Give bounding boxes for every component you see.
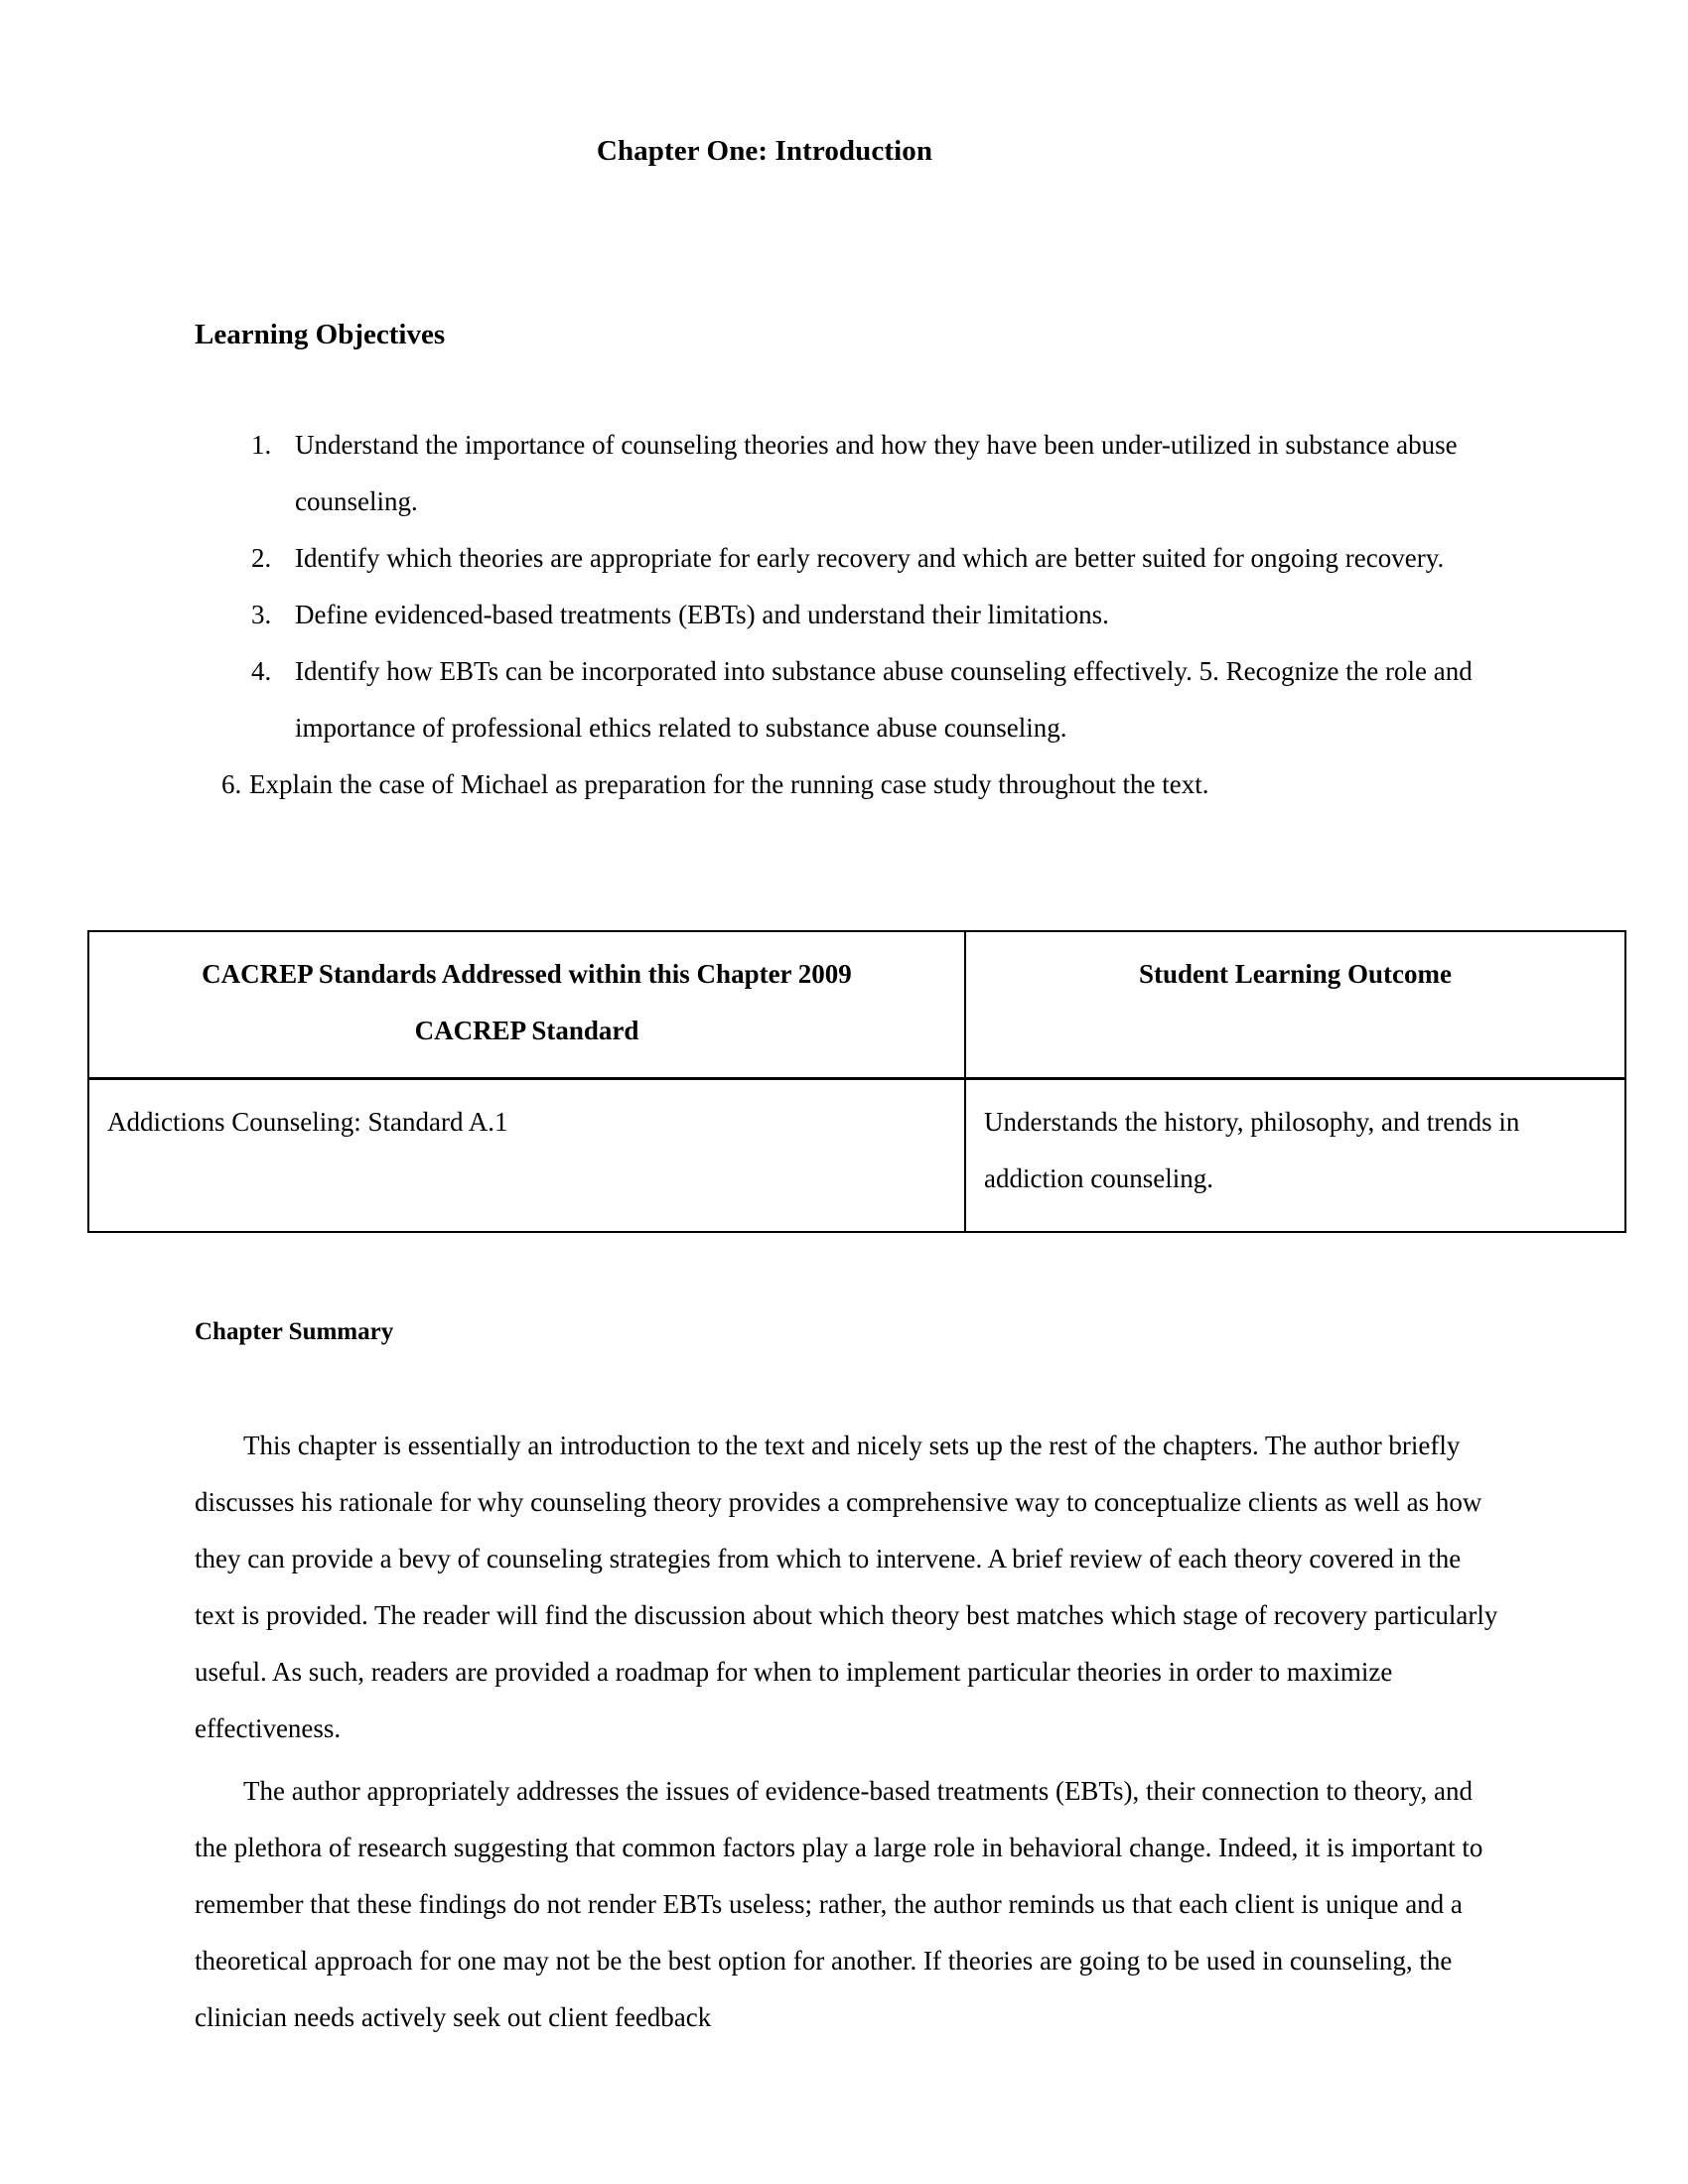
chapter-summary-heading: Chapter Summary xyxy=(195,1318,394,1345)
table-header-standard-line1: CACREP Standards Addressed within this Chapter 2009 xyxy=(202,959,852,989)
list-item xyxy=(251,530,1491,587)
list-item-text: Explain the case of Michael as preparation for the running case study throughout the text. xyxy=(249,769,1209,799)
paragraph: This chapter is essentially an introduction to the text and nicely sets up the rest of the chapters. The author briefly discusses his rationale for why counseling theory provides a comprehensive way to conceptualize clients as well as how they can provide a bevy of counseling strategies from which to intervene. A brief review of each theory covered in the text is provided. The reader will find the discussion about which theory best matches which stage of recovery particularly useful. As such, readers are provided a roadmap for when to implement particular theories in order to maximize effectiveness. xyxy=(195,1431,1498,1743)
page-title: Chapter One: Introduction xyxy=(596,135,933,167)
list-item-marker: 4. xyxy=(251,656,272,686)
list-item xyxy=(251,587,1491,643)
table-header-cell-standard xyxy=(88,931,965,1079)
cacrep-standards-table xyxy=(87,930,1626,1233)
table-header-row xyxy=(88,931,1625,1079)
table-cell-outcome: Understands the history, philosophy, and trends in addiction counseling. xyxy=(965,1079,1625,1233)
list-item xyxy=(221,756,1500,813)
list-item-marker: 3. xyxy=(251,600,272,629)
table-cell-standard: Addictions Counseling: Standard A.1 xyxy=(88,1079,965,1233)
table-header-outcome-label: Student Learning Outcome xyxy=(1138,959,1452,989)
list-item-text: Understand the importance of counseling theories and how they have been under-utilized in substance abuse counseling. xyxy=(295,430,1458,516)
list-item-marker: 1. xyxy=(251,430,272,460)
chapter-summary-body xyxy=(0,1346,1505,2046)
paragraph: The author appropriately addresses the issues of evidence-based treatments (EBTs), their connection to theory, and the plethora of research suggesting that common factors play a large role in behavioral change. Indeed, it is important to remember that these findings do not render EBTs useless; rather, the author reminds us that each client is unique and a theoretical approach for one may not be the best option for another. If theories are going to be used in counseling, the clinician needs actively seek out client feedback xyxy=(195,1776,1483,2032)
table-row xyxy=(88,1079,1625,1233)
list-item-marker: 6. xyxy=(221,769,242,799)
table-header-cell-outcome xyxy=(965,931,1625,1079)
table-header-standard-line2: CACREP Standard xyxy=(414,1016,639,1045)
list-item xyxy=(251,643,1491,756)
learning-objectives-list xyxy=(0,351,1688,813)
list-item xyxy=(251,417,1491,530)
list-item-text: Identify which theories are appropriate for early recovery and which are better suited for ongoing recovery. xyxy=(295,543,1445,573)
list-item-marker: 2. xyxy=(251,543,272,573)
learning-objectives-heading: Learning Objectives xyxy=(195,319,446,350)
list-item-text: Identify how EBTs can be incorporated into substance abuse counseling effectively. 5. Recognize the role and importance of professional ethics related to substance abuse counseling. xyxy=(295,656,1473,743)
list-item-text: Define evidenced-based treatments (EBTs) and understand their limitations. xyxy=(295,600,1109,629)
